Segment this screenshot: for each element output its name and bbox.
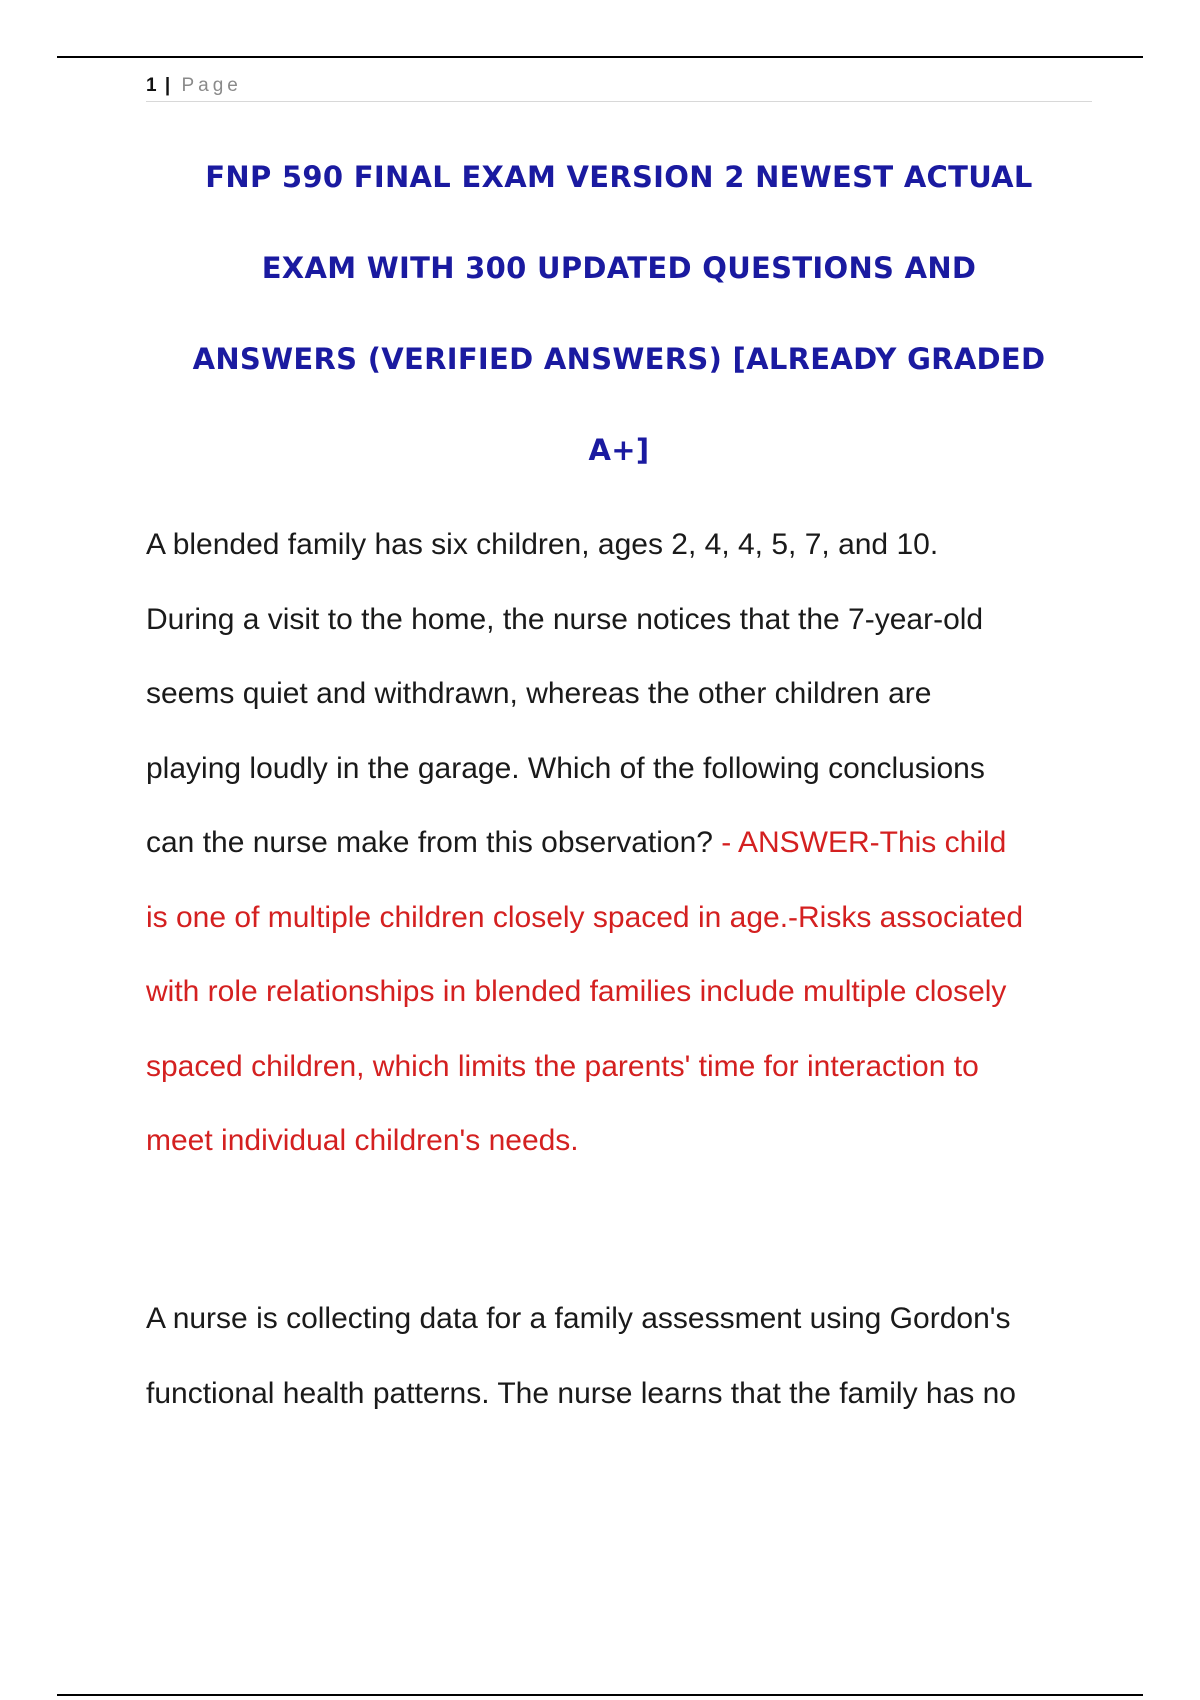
title-line: EXAM WITH 300 UPDATED QUESTIONS AND xyxy=(261,251,977,285)
question-2 xyxy=(146,1282,1106,1431)
question-line: A nurse is collecting data for a family assessment using Gordon's xyxy=(146,1302,1011,1335)
question-line: playing loudly in the garage. Which of the following conclusions xyxy=(146,751,985,785)
page-header xyxy=(146,72,1092,102)
title-line: FNP 590 FINAL EXAM VERSION 2 NEWEST ACTUAL xyxy=(205,160,1033,194)
document-title xyxy=(146,132,1092,496)
page-separator: | xyxy=(164,75,171,96)
answer-line: meet individual children's needs. xyxy=(146,1124,579,1157)
page-label: Page xyxy=(181,75,242,96)
bottom-rule xyxy=(57,1694,1143,1696)
answer-line: with role relationships in blended families include multiple closely xyxy=(146,975,1007,1008)
question-1 xyxy=(146,508,1106,1179)
title-line: A+] xyxy=(588,433,650,467)
answer-line: is one of multiple children closely spaced in age.-Risks associated xyxy=(146,900,1024,934)
top-rule xyxy=(57,56,1143,58)
question-line-end: can the nurse make from this observation? xyxy=(146,826,722,859)
title-line: ANSWERS (VERIFIED ANSWERS) [ALREADY GRADED xyxy=(192,342,1046,376)
question-line: seems quiet and withdrawn, whereas the other children are xyxy=(146,677,932,710)
question-line: During a visit to the home, the nurse notices that the 7-year-old xyxy=(146,602,984,636)
answer-start: - ANSWER-This child xyxy=(721,826,1007,859)
question-line: A blended family has six children, ages 2, 4, 4, 5, 7, and 10. xyxy=(146,528,939,561)
answer-line: spaced children, which limits the parents' time for interaction to xyxy=(146,1049,979,1083)
question-answer-line xyxy=(146,806,1106,881)
page-number: 1 xyxy=(146,75,157,96)
question-line: functional health patterns. The nurse learns that the family has no xyxy=(146,1376,1016,1410)
